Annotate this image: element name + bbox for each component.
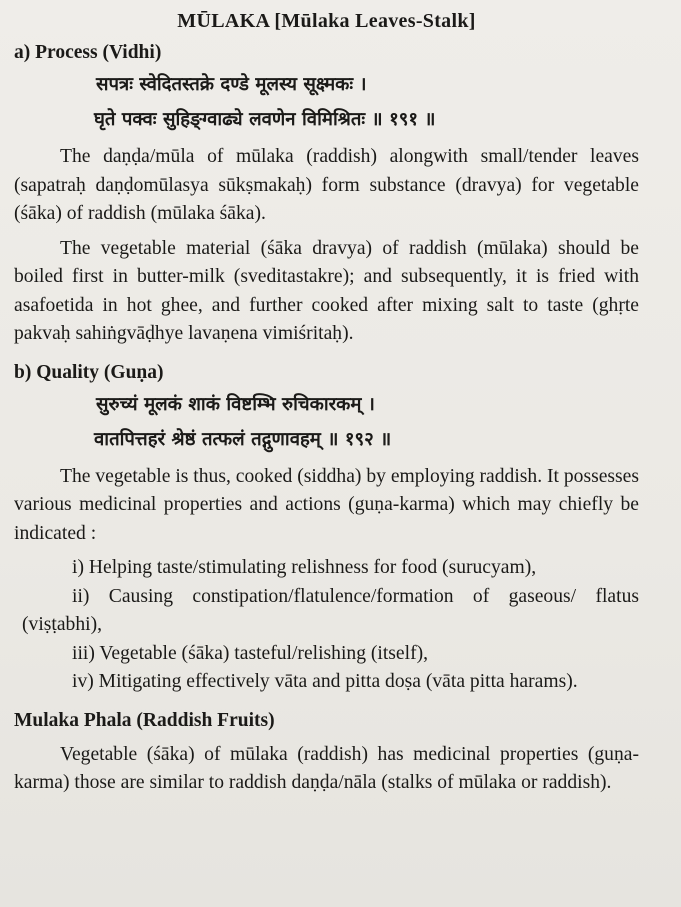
page-title: MŪLAKA [Mūlaka Leaves-Stalk]	[177, 10, 476, 32]
sanskrit-verse-line: सुरुच्यं मूलकं शाकं विष्टम्भि रुचिकारकम् ।	[96, 393, 375, 415]
list-item: iii) Vegetable (śāka) tasteful/relishing (itself),	[72, 642, 429, 664]
paragraph: The vegetable material (śāka dravya) of raddish (mūlaka) should be boiled first in butter-milk (sveditastakre); and subsequently, it is fried with asafoetida in hot ghee, and further cooked after mixing salt to taste (ghṛte pakvaḥ sahiṅgvāḍhye lavaṇena vimiśritaḥ).	[14, 237, 639, 344]
section-heading-process: a) Process (Vidhi)	[14, 42, 162, 63]
paragraph: The daṇḍa/mūla of mūlaka (raddish) alongwith small/tender leaves (sapatraḥ daṇḍomūlasya sūkṣmakaḥ) form substance (dravya) for vegetable (śāka) of raddish (mūlaka śāka).	[14, 146, 639, 224]
sanskrit-verse-line: वातपित्तहरं श्रेष्ठं तत्फलं तद्गुणावहम् ॥ १९२ ॥	[94, 428, 392, 450]
list-item: ii) Causing constipation/flatulence/formation of gaseous/ flatus (viṣṭabhi),	[22, 585, 639, 635]
section-heading-quality: b) Quality (Guṇa)	[14, 361, 164, 383]
sanskrit-verse-line: घृते पक्वः सुहिङ्ग्वाढ्ये लवणेन विमिश्रितः ॥ १९१ ॥	[94, 109, 436, 130]
list-item: i) Helping taste/stimulating relishness for food (surucyam),	[72, 557, 537, 578]
paragraph: Vegetable (śāka) of mūlaka (raddish) has medicinal properties (guṇa-karma) those are similar to raddish daṇḍa/nāla (stalks of mūlaka or raddish).	[14, 743, 639, 793]
section-heading-fruits: Mulaka Phala (Raddish Fruits)	[14, 709, 275, 731]
sanskrit-verse-line: सपत्रः स्वेदितस्तक्रे दण्डे मूलस्य सूक्ष्मकः ।	[96, 74, 367, 95]
paragraph: The vegetable is thus, cooked (siddha) by employing raddish. It possesses various medicinal properties and actions (guṇa-karma) which may chiefly be indicated :	[14, 465, 639, 544]
list-item: iv) Mitigating effectively vāta and pitta doṣa (vāta pitta harams).	[72, 671, 578, 692]
